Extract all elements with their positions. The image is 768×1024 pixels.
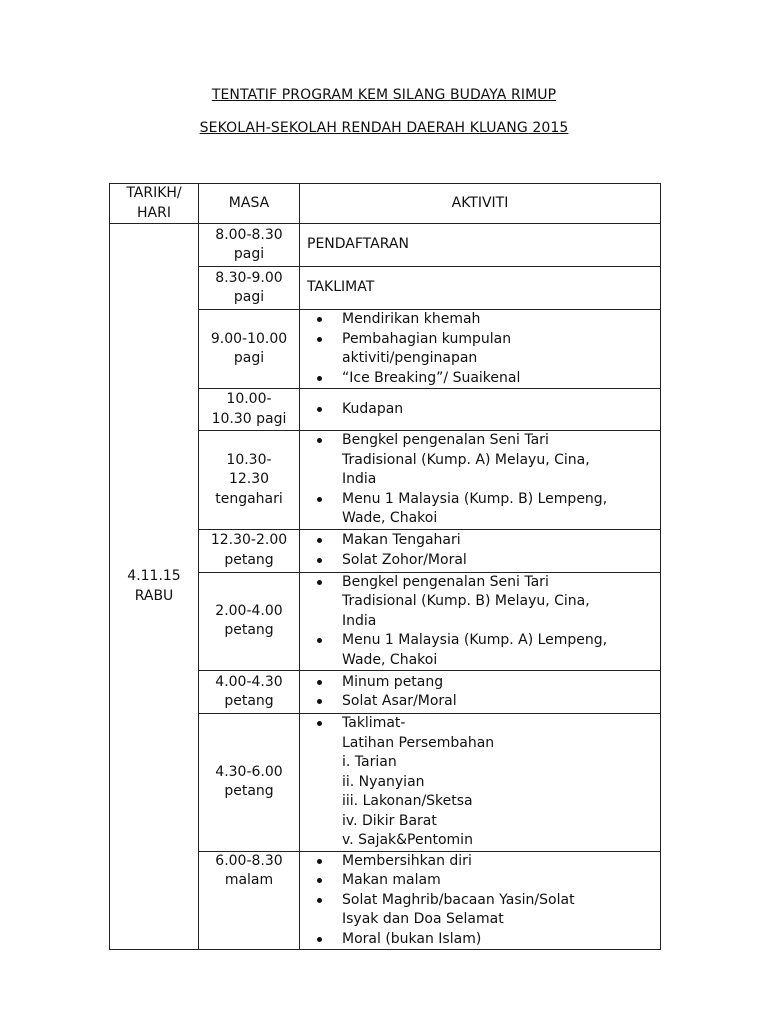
list-item-text: Minum petang [342,673,444,690]
schedule-table [109,183,661,950]
masa-cell [199,310,300,389]
list-item-text: Taklimat- [342,715,406,731]
masa-cell [199,714,300,852]
aktiviti-list [300,400,660,420]
masa-text: tengahari [215,490,283,507]
aktiviti-text: TAKLIMAT [307,279,375,296]
masa-cell [199,851,300,950]
list-item-text: Bengkel pengenalan Seni Tari [342,432,549,448]
masa-text: 10.30- [226,451,272,468]
list-item [300,330,660,369]
document-title: TENTATIF PROGRAM KEM SILANG BUDAYA RIMUP [211,87,557,103]
list-item [300,431,660,490]
list-item-text: Solat Maghrib/bacaan Yasin/Solat [342,891,575,908]
aktiviti-cell [300,267,661,310]
list-item-text: aktiviti/penginapan [342,350,478,366]
list-item [300,631,660,670]
masa-text: 2.00-4.00 [215,602,283,619]
list-item-text: Latihan Persembahan [342,734,495,751]
header-tarikh-hari [110,184,199,224]
list-item-text: iv. Dikir Barat [342,812,437,829]
aktiviti-list [300,714,660,851]
list-item [300,551,660,571]
header-masa: MASA [199,184,300,224]
masa-cell [199,529,300,572]
list-item [300,531,660,551]
header-aktiviti: AKTIVITI [300,184,661,224]
list-item-text: Wade, Chakoi [342,510,438,526]
list-item [300,852,660,872]
list-item-text: Membersihkan diri [342,852,472,869]
list-item-text: India [342,471,377,487]
list-item [300,930,660,950]
masa-text: petang [224,783,274,800]
masa-text: 12.30 [228,471,270,487]
list-item [300,871,660,891]
list-item-text: Moral (bukan Islam) [342,930,482,947]
list-item-text: iii. Lakonan/Sketsa [342,793,473,809]
aktiviti-list [300,573,660,671]
list-item-text: Mendirikan khemah [342,311,481,327]
day-cell [110,224,199,950]
aktiviti-cell [300,389,661,431]
list-item-text: Kudapan [342,400,404,417]
aktiviti-cell [300,851,661,950]
header-row [110,184,661,224]
masa-text: 4.30-6.00 [215,763,283,780]
list-item-text: Makan Tengahari [342,532,461,548]
document-subtitle: SEKOLAH-SEKOLAH RENDAH DAERAH KLUANG 2015 [199,120,569,136]
aktiviti-cell [300,714,661,852]
masa-text: 4.00-4.30 [215,673,283,690]
schedule-body [110,224,661,950]
aktiviti-cell [300,431,661,530]
aktiviti-list [300,531,660,570]
table-row [110,224,661,267]
list-item-text: Wade, Chakoi [342,651,438,668]
masa-text: petang [224,551,274,568]
masa-text: 12.30-2.00 [210,532,288,548]
list-item [300,369,660,389]
header-tarikh-line2: HARI [137,204,171,221]
aktiviti-cell [300,529,661,572]
aktiviti-list [300,852,660,950]
masa-text: 10.00- [226,391,272,407]
list-item-text: “Ice Breaking”/ Suaikenal [342,369,521,386]
list-item-text: Solat Zohor/Moral [342,551,467,568]
masa-text: pagi [233,246,265,262]
masa-cell [199,572,300,671]
masa-cell [199,389,300,431]
list-item-text: Tradisional (Kump. A) Melayu, Cina, [342,451,590,468]
aktiviti-cell [300,310,661,389]
masa-text: 9.00-10.00 [210,330,288,347]
masa-text: petang [224,693,274,709]
list-item-text: v. Sajak&Pentomin [342,832,473,848]
list-item-text: Menu 1 Malaysia (Kump. A) Lempeng, [342,632,608,648]
masa-text: pagi [233,289,265,305]
masa-cell [199,671,300,714]
masa-text: pagi [233,350,265,366]
list-item [300,891,660,930]
aktiviti-list [300,673,660,712]
list-item-text: Menu 1 Malaysia (Kump. B) Lempeng, [342,490,608,507]
list-item-text: i. Tarian [342,754,397,770]
aktiviti-list [300,431,660,529]
day-date: 4.11.15 [127,568,181,584]
list-item-text: Tradisional (Kump. B) Melayu, Cina, [342,593,590,609]
list-item [300,714,660,851]
list-item-text: Solat Asar/Moral [342,693,457,709]
aktiviti-text: PENDAFTARAN [307,236,409,253]
list-item-text: Makan malam [342,872,441,888]
aktiviti-cell [300,572,661,671]
list-item-text: Isyak dan Doa Selamat [342,911,504,927]
masa-cell [199,267,300,310]
day-weekday: RABU [134,587,174,604]
masa-text: 10.30 pagi [211,410,287,427]
list-item [300,692,660,712]
masa-text: 8.00-8.30 [215,226,283,243]
masa-text: malam [224,872,274,888]
header-tarikh-line1: TARIKH/ [126,185,182,201]
list-item [300,673,660,693]
aktiviti-list [300,310,660,388]
aktiviti-cell [300,671,661,714]
masa-text: petang [224,622,274,639]
list-item [300,400,660,420]
list-item [300,573,660,632]
list-item [300,490,660,529]
aktiviti-cell [300,224,661,267]
list-item-text: Pembahagian kumpulan [342,330,512,347]
list-item-text: Bengkel pengenalan Seni Tari [342,573,549,590]
masa-text: 6.00-8.30 [215,852,283,869]
masa-cell [199,431,300,530]
list-item-text: ii. Nyanyian [342,773,425,790]
masa-text: 8.30-9.00 [215,269,283,286]
list-item-text: India [342,612,377,629]
list-item [300,310,660,330]
masa-cell [199,224,300,267]
